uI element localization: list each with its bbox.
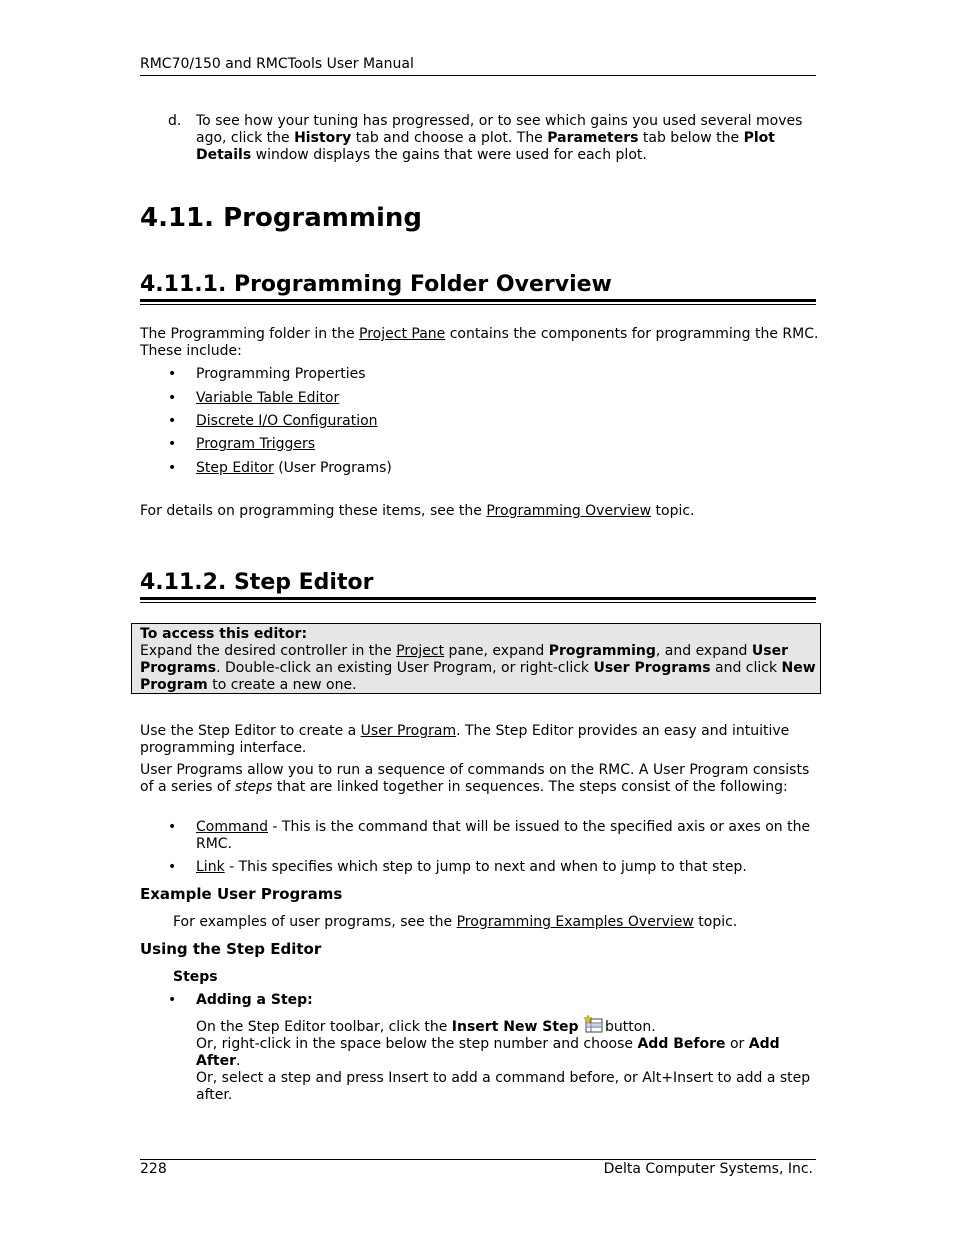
adding-step-line-2: Or, right-click in the space below the step number and choose Add Before or Add After.: [196, 1036, 780, 1069]
example-paragraph: For examples of user programs, see the Programming Examples Overview topic.: [173, 914, 738, 930]
bullet: •: [168, 859, 177, 875]
heading-rule-thin: [140, 602, 816, 603]
link-link[interactable]: Link: [196, 859, 225, 875]
list-item-link: Link - This specifies which step to jump to next and when to jump to that step.: [196, 859, 747, 875]
bullet: •: [168, 413, 177, 429]
section-heading-programming: 4.11. Programming: [140, 203, 423, 233]
folder-intro-paragraph: The Programming folder in the Project Pane contains the components for programming the RMC. These include:: [140, 326, 819, 359]
list-item-programming-properties: Programming Properties: [196, 366, 366, 382]
project-link[interactable]: Project: [396, 643, 445, 659]
example-user-programs-heading: Example User Programs: [140, 885, 343, 903]
command-link[interactable]: Command: [196, 819, 268, 835]
bullet: •: [168, 390, 177, 406]
adding-step-title: Adding a Step:: [196, 992, 313, 1008]
heading-rule-thick: [140, 597, 816, 600]
programming-examples-overview-link[interactable]: Programming Examples Overview: [456, 914, 694, 930]
section-heading-folder-overview: 4.11.1. Programming Folder Overview: [140, 272, 612, 297]
using-step-editor-heading: Using the Step Editor: [140, 940, 322, 958]
adding-step-line-1: On the Step Editor toolbar, click the Insert New Step button.: [196, 1014, 816, 1036]
list-marker-d: d.: [168, 113, 182, 129]
header-rule: [140, 75, 816, 76]
bullet: •: [168, 366, 177, 382]
step-editor-link[interactable]: Step Editor: [196, 460, 274, 476]
bullet: •: [168, 992, 177, 1008]
adding-step-line-3: Or, select a step and press Insert to add a command before, or Alt+Insert to add a step after.: [196, 1070, 811, 1103]
company-name: Delta Computer Systems, Inc.: [603, 1161, 813, 1177]
bullet: •: [168, 819, 177, 835]
running-header: RMC70/150 and RMCTools User Manual: [140, 56, 414, 72]
project-pane-link[interactable]: Project Pane: [359, 326, 446, 342]
program-triggers-link[interactable]: Program Triggers: [196, 436, 316, 452]
step-editor-intro: Use the Step Editor to create a User Program. The Step Editor provides an easy and intuitive programming interface.: [140, 723, 790, 756]
adding-step-item: [196, 992, 816, 1104]
footer-rule: [140, 1159, 816, 1160]
access-editor-heading: To access this editor:: [140, 626, 308, 642]
user-programs-paragraph: User Programs allow you to run a sequence of commands on the RMC. A User Program consists of a series of steps that are linked together in sequences. The steps consist of the following:: [140, 762, 810, 795]
steps-heading: Steps: [173, 969, 218, 985]
list-item-command: Command - This is the command that will be issued to the specified axis or axes on the RMC.: [196, 819, 811, 852]
user-program-link[interactable]: User Program: [360, 723, 457, 739]
access-editor-text: To access this editor: Expand the desired controller in the Project pane, expand Programming, and expand User Programs. Double-click an existing User Program, or right-click User Programs and click New Program to create a new one.: [140, 626, 816, 693]
programming-overview-link[interactable]: Programming Overview: [486, 503, 652, 519]
list-item-step-editor: Step Editor (User Programs): [196, 460, 392, 476]
insert-new-step-icon[interactable]: [584, 1014, 604, 1034]
discrete-io-configuration-link[interactable]: Discrete I/O Configuration: [196, 413, 378, 429]
page-number: 228: [140, 1161, 167, 1177]
heading-rule-thick: [140, 299, 816, 302]
variable-table-editor-link[interactable]: Variable Table Editor: [196, 390, 340, 406]
bullet: •: [168, 460, 177, 476]
access-editor-box: [131, 623, 821, 694]
section-heading-step-editor: 4.11.2. Step Editor: [140, 570, 374, 595]
details-paragraph: For details on programming these items, see the Programming Overview topic.: [140, 503, 695, 519]
heading-rule-thin: [140, 304, 816, 305]
tuning-history-paragraph: To see how your tuning has progressed, or to see which gains you used several moves ago, click the History tab and choose a plot. The Parameters tab below the Plot Details window displays the gains that were used for each plot.: [196, 113, 803, 163]
bullet: •: [168, 436, 177, 452]
